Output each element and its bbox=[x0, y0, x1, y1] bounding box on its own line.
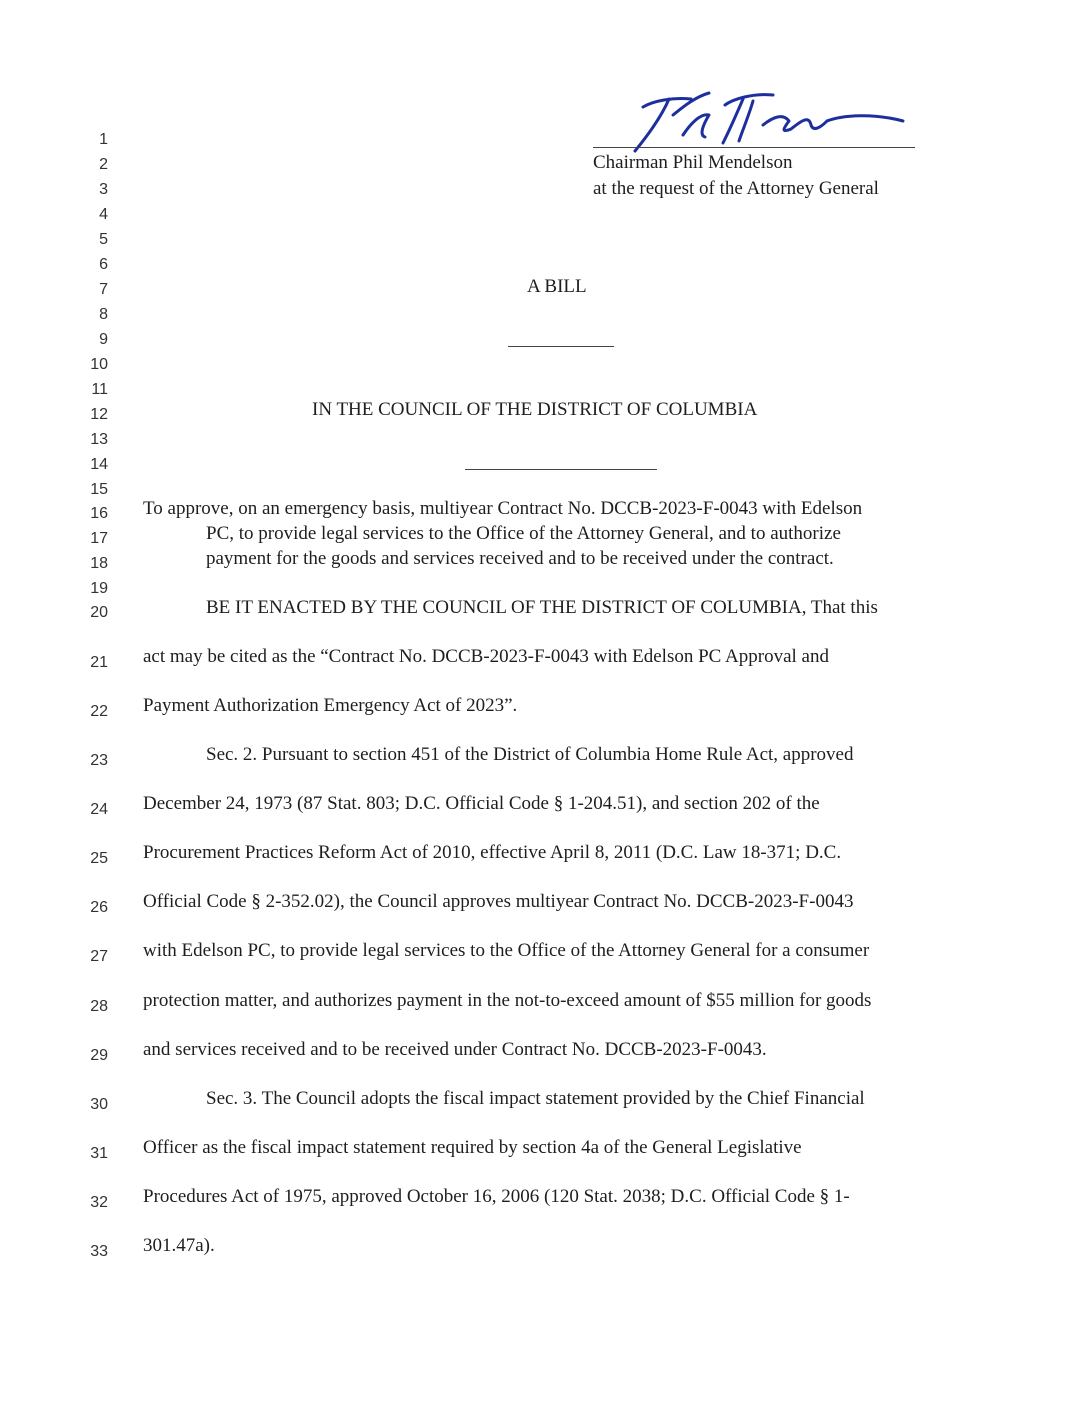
line-number: 9 bbox=[99, 331, 108, 348]
line-number: 33 bbox=[90, 1243, 108, 1260]
line-number: 20 bbox=[90, 604, 108, 621]
line-number: 25 bbox=[90, 850, 108, 867]
body-line: December 24, 1973 (87 Stat. 803; D.C. Official Code § 1-204.51), and section 202 of the bbox=[143, 793, 820, 814]
line-number: 23 bbox=[90, 752, 108, 769]
body-line: Officer as the fiscal impact statement required by section 4a of the General Legislative bbox=[143, 1137, 802, 1158]
line-number: 7 bbox=[99, 281, 108, 298]
line-number: 5 bbox=[99, 231, 108, 248]
body-line: with Edelson PC, to provide legal services to the Office of the Attorney General for a consumer bbox=[143, 940, 870, 961]
sponsor-request: at the request of the Attorney General bbox=[593, 178, 879, 199]
body-line: Payment Authorization Emergency Act of 2023”. bbox=[143, 695, 518, 716]
body-line: protection matter, and authorizes payment in the not-to-exceed amount of $55 million for goods bbox=[143, 990, 872, 1011]
body-line: 301.47a). bbox=[143, 1235, 215, 1256]
council-heading: IN THE COUNCIL OF THE DISTRICT OF COLUMBIA bbox=[312, 399, 758, 420]
title-line: PC, to provide legal services to the Office of the Attorney General, and to authorize bbox=[206, 523, 841, 544]
heading-rule bbox=[508, 346, 614, 347]
section-3-start: Sec. 3. The Council adopts the fiscal impact statement provided by the Chief Financial bbox=[206, 1088, 865, 1109]
line-number: 18 bbox=[90, 555, 108, 572]
enacting-clause: BE IT ENACTED BY THE COUNCIL OF THE DISTRICT OF COLUMBIA, That this bbox=[206, 597, 878, 618]
line-number: 27 bbox=[90, 948, 108, 965]
line-number: 13 bbox=[90, 431, 108, 448]
line-number: 19 bbox=[90, 580, 108, 597]
body-line: Official Code § 2-352.02), the Council approves multiyear Contract No. DCCB-2023-F-0043 bbox=[143, 891, 854, 912]
handwritten-signature bbox=[613, 85, 913, 155]
signature-line bbox=[593, 147, 915, 148]
title-line: payment for the goods and services received and to be received under the contract. bbox=[206, 548, 834, 569]
line-number: 32 bbox=[90, 1194, 108, 1211]
line-number: 4 bbox=[99, 206, 108, 223]
council-rule bbox=[465, 469, 657, 470]
line-number: 10 bbox=[90, 356, 108, 373]
body-line: Procurement Practices Reform Act of 2010, effective April 8, 2011 (D.C. Law 18-371; D.C. bbox=[143, 842, 842, 863]
section-2-start: Sec. 2. Pursuant to section 451 of the District of Columbia Home Rule Act, approved bbox=[206, 744, 854, 765]
line-number: 29 bbox=[90, 1047, 108, 1064]
line-number: 6 bbox=[99, 256, 108, 273]
line-number: 28 bbox=[90, 998, 108, 1015]
line-number: 12 bbox=[90, 406, 108, 423]
line-number: 24 bbox=[90, 801, 108, 818]
line-number: 17 bbox=[90, 530, 108, 547]
sponsor-name: Chairman Phil Mendelson bbox=[593, 152, 793, 173]
body-line: and services received and to be received under Contract No. DCCB-2023-F-0043. bbox=[143, 1039, 767, 1060]
line-number: 14 bbox=[90, 456, 108, 473]
body-line: act may be cited as the “Contract No. DCCB-2023-F-0043 with Edelson PC Approval and bbox=[143, 646, 829, 667]
line-number: 8 bbox=[99, 306, 108, 323]
line-number: 31 bbox=[90, 1145, 108, 1162]
body-line: Procedures Act of 1975, approved October 16, 2006 (120 Stat. 2038; D.C. Official Code § 1- bbox=[143, 1186, 850, 1207]
line-number: 11 bbox=[91, 381, 108, 398]
line-number: 2 bbox=[99, 156, 108, 173]
bill-heading: A BILL bbox=[527, 276, 587, 297]
line-number: 16 bbox=[90, 505, 108, 522]
title-line: To approve, on an emergency basis, multiyear Contract No. DCCB-2023-F-0043 with Edelson bbox=[143, 498, 863, 519]
line-number: 22 bbox=[90, 703, 108, 720]
line-number: 30 bbox=[90, 1096, 108, 1113]
line-number: 3 bbox=[99, 181, 108, 198]
line-number: 15 bbox=[90, 481, 108, 498]
line-number: 21 bbox=[90, 654, 108, 671]
line-number: 26 bbox=[90, 899, 108, 916]
line-number: 1 bbox=[99, 131, 108, 148]
